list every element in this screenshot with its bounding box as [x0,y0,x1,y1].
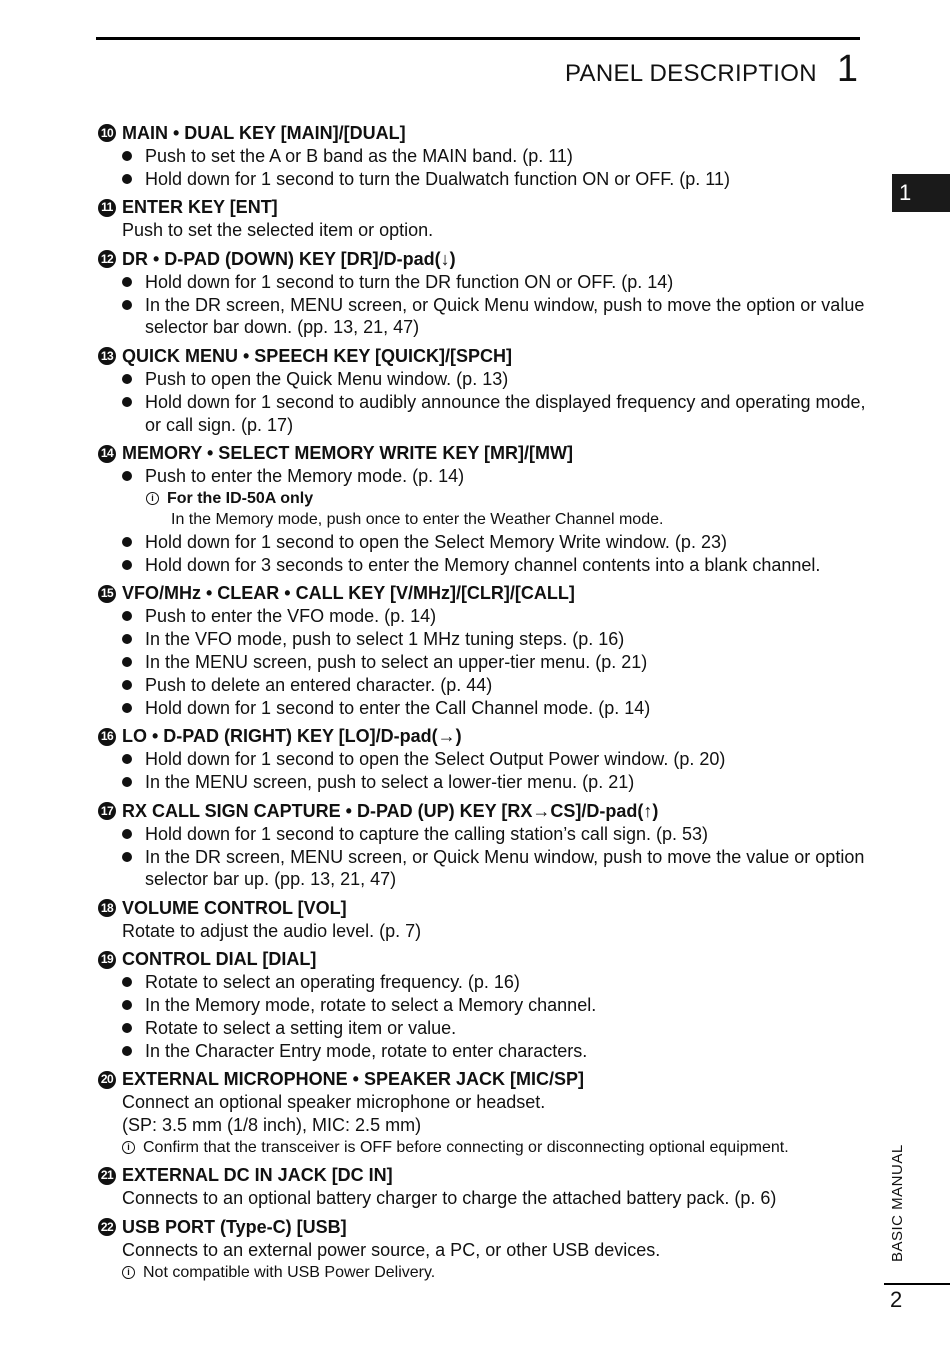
bullet-text: In the VFO mode, push to select 1 MHz tuning steps. (p. 16) [145,629,625,650]
item-heading: DR • D-PAD (DOWN) KEY [DR]/D-pad(↓) [122,248,456,269]
item-volume-control [96,897,866,943]
item-description: Connects to an optional battery charger to charge the attached battery pack. (p. 6) [122,1188,777,1209]
bullet-dot [122,754,132,764]
item-heading: EXTERNAL MICROPHONE • SPEAKER JACK [MIC/SP] [122,1069,585,1090]
bullet-dot [122,829,132,839]
bullet-text: Hold down for 1 second to enter the Call Channel mode. (p. 14) [145,697,651,718]
item-dr-dpad-down-key [96,248,866,340]
bullet-dot [122,852,132,862]
bullet-dot [122,471,132,481]
bullet-dot [122,977,132,987]
bullet-text: Hold down for 1 second to open the Select Memory Write window. (p. 23) [145,531,727,552]
bullet-text: Push to open the Quick Menu window. (p. 13) [145,368,509,389]
item-control-dial [96,948,866,1063]
item-rx-call-sign-capture-key [96,800,866,892]
bullet-dot [122,374,132,384]
bullet-text: Push to enter the VFO mode. (p. 14) [145,606,437,627]
bullet-text: Push to delete an entered character. (p. 44) [145,675,493,695]
info-icon: i [122,1266,135,1279]
item-vfo-clear-call-key [96,582,866,719]
footer-rule [884,1283,950,1285]
item-heading: EXTERNAL DC IN JACK [DC IN] [122,1165,393,1186]
bullet-dot [122,277,132,287]
bullet-text: Rotate to select a setting item or value. [145,1018,457,1039]
item-description: Connects to an external power source, a PC, or other USB devices. [122,1239,661,1260]
item-description: Rotate to adjust the audio level. (p. 7) [122,920,422,941]
bullet-text: Push to enter the Memory mode. (p. 14) [145,466,465,487]
item-number-badge: 14 [98,445,116,463]
item-description-spec: (SP: 3.5 mm (1/8 inch), MIC: 2.5 mm) [122,1115,422,1136]
item-description: Connect an optional speaker microphone or headset. [122,1092,546,1113]
item-list [96,122,866,1289]
item-dc-in-jack [96,1164,866,1210]
item-number-badge: 13 [98,347,116,365]
item-number-badge: 18 [98,899,116,917]
item-number-badge: 19 [98,951,116,969]
bullet-dot [122,537,132,547]
bullet-dot [122,397,132,407]
bullet-dot [122,657,132,667]
item-heading: MAIN • DUAL KEY [MAIN]/[DUAL] [122,123,406,143]
item-main-dual-key [96,122,866,191]
bullet-text: Rotate to select an operating frequency. (p. 16) [145,972,520,993]
note-text: In the Memory mode, push once to enter the Weather Channel mode. [171,511,664,529]
item-number-badge: 11 [98,199,116,217]
item-lo-dpad-right-key [96,725,866,794]
item-number-badge: 20 [98,1071,116,1089]
item-number-badge: 22 [98,1218,116,1236]
note-text: Confirm that the transceiver is OFF before connecting or disconnecting optional equipment. [143,1139,789,1157]
item-heading: USB PORT (Type-C) [USB] [122,1216,347,1237]
bullet-dot [122,1023,132,1033]
item-heading: ENTER KEY [ENT] [122,197,278,218]
item-heading: VOLUME CONTROL [VOL] [122,897,347,918]
top-rule [96,37,860,40]
bullet-text: In the Memory mode, rotate to select a Memory channel. [145,995,597,1016]
item-usb-port [96,1216,866,1283]
item-heading: MEMORY • SELECT MEMORY WRITE KEY [MR]/[MW] [122,443,573,464]
item-mic-speaker-jack [96,1068,866,1158]
bullet-dot [122,634,132,644]
item-number-badge: 21 [98,1167,116,1185]
bullet-text: Hold down for 1 second to turn the DR function ON or OFF. (p. 14) [145,271,674,292]
bullet-dot [122,151,132,161]
item-number-badge: 12 [98,250,116,268]
section-title: PANEL DESCRIPTION [565,60,817,87]
bullet-dot [122,777,132,787]
item-heading: RX CALL SIGN CAPTURE • D-PAD (UP) KEY [RX→CS]/D-pad(↑) [122,800,659,821]
manual-side-label: BASIC MANUAL [889,1144,906,1262]
bullet-text: In the DR screen, MENU screen, or Quick Menu window, push to move the option or value selector bar down. (pp. 13, 21, 47) [145,294,865,338]
bullet-dot [122,1046,132,1056]
info-icon: i [122,1141,135,1154]
chapter-tab: 1 [892,174,950,212]
bullet-text: In the Character Entry mode, rotate to enter characters. [145,1040,588,1061]
note-text: Not compatible with USB Power Delivery. [143,1263,436,1281]
bullet-dot [122,560,132,570]
bullet-text: In the MENU screen, push to select an upper-tier menu. (p. 21) [145,652,648,673]
item-number-badge: 10 [98,124,116,142]
item-memory-key [96,442,866,577]
bullet-dot [122,174,132,184]
bullet-dot [122,1000,132,1010]
bullet-dot [122,611,132,621]
bullet-dot [122,703,132,713]
bullet-text: In the DR screen, MENU screen, or Quick Menu window, push to move the value or option selector bar up. (pp. 13, 21, 47) [145,846,865,890]
bullet-text: Hold down for 1 second to audibly announce the displayed frequency and operating mode, or call sign. (p. 17) [145,391,866,435]
info-icon: i [146,492,159,505]
item-description: Push to set the selected item or option. [122,220,434,241]
item-heading: QUICK MENU • SPEECH KEY [QUICK]/[SPCH] [122,345,512,366]
item-heading: VFO/MHz • CLEAR • CALL KEY [V/MHz]/[CLR]/[CALL] [122,583,575,604]
bullet-text: Hold down for 3 seconds to enter the Memory channel contents into a blank channel. [145,554,821,575]
page-number: 2 [890,1287,903,1312]
item-number-badge: 15 [98,585,116,603]
item-heading: LO • D-PAD (RIGHT) KEY [LO]/D-pad(→) [122,726,462,747]
bullet-dot [122,680,132,690]
note-heading: For the ID-50A only [167,489,314,507]
bullet-text: In the MENU screen, push to select a lower-tier menu. (p. 21) [145,772,635,793]
bullet-text: Push to set the A or B band as the MAIN band. (p. 11) [145,145,573,166]
item-quick-menu-speech-key [96,345,866,437]
item-heading: CONTROL DIAL [DIAL] [122,949,317,970]
chapter-number: 1 [836,48,858,90]
bullet-text: Hold down for 1 second to capture the calling station’s call sign. (p. 53) [145,823,708,844]
bullet-dot [122,300,132,310]
bullet-text: Hold down for 1 second to open the Select Output Power window. (p. 20) [145,749,726,770]
page-header [565,48,858,91]
item-enter-key [96,196,866,242]
bullet-text: Hold down for 1 second to turn the Dualwatch function ON or OFF. (p. 11) [145,168,730,189]
item-number-badge: 16 [98,728,116,746]
item-number-badge: 17 [98,802,116,820]
